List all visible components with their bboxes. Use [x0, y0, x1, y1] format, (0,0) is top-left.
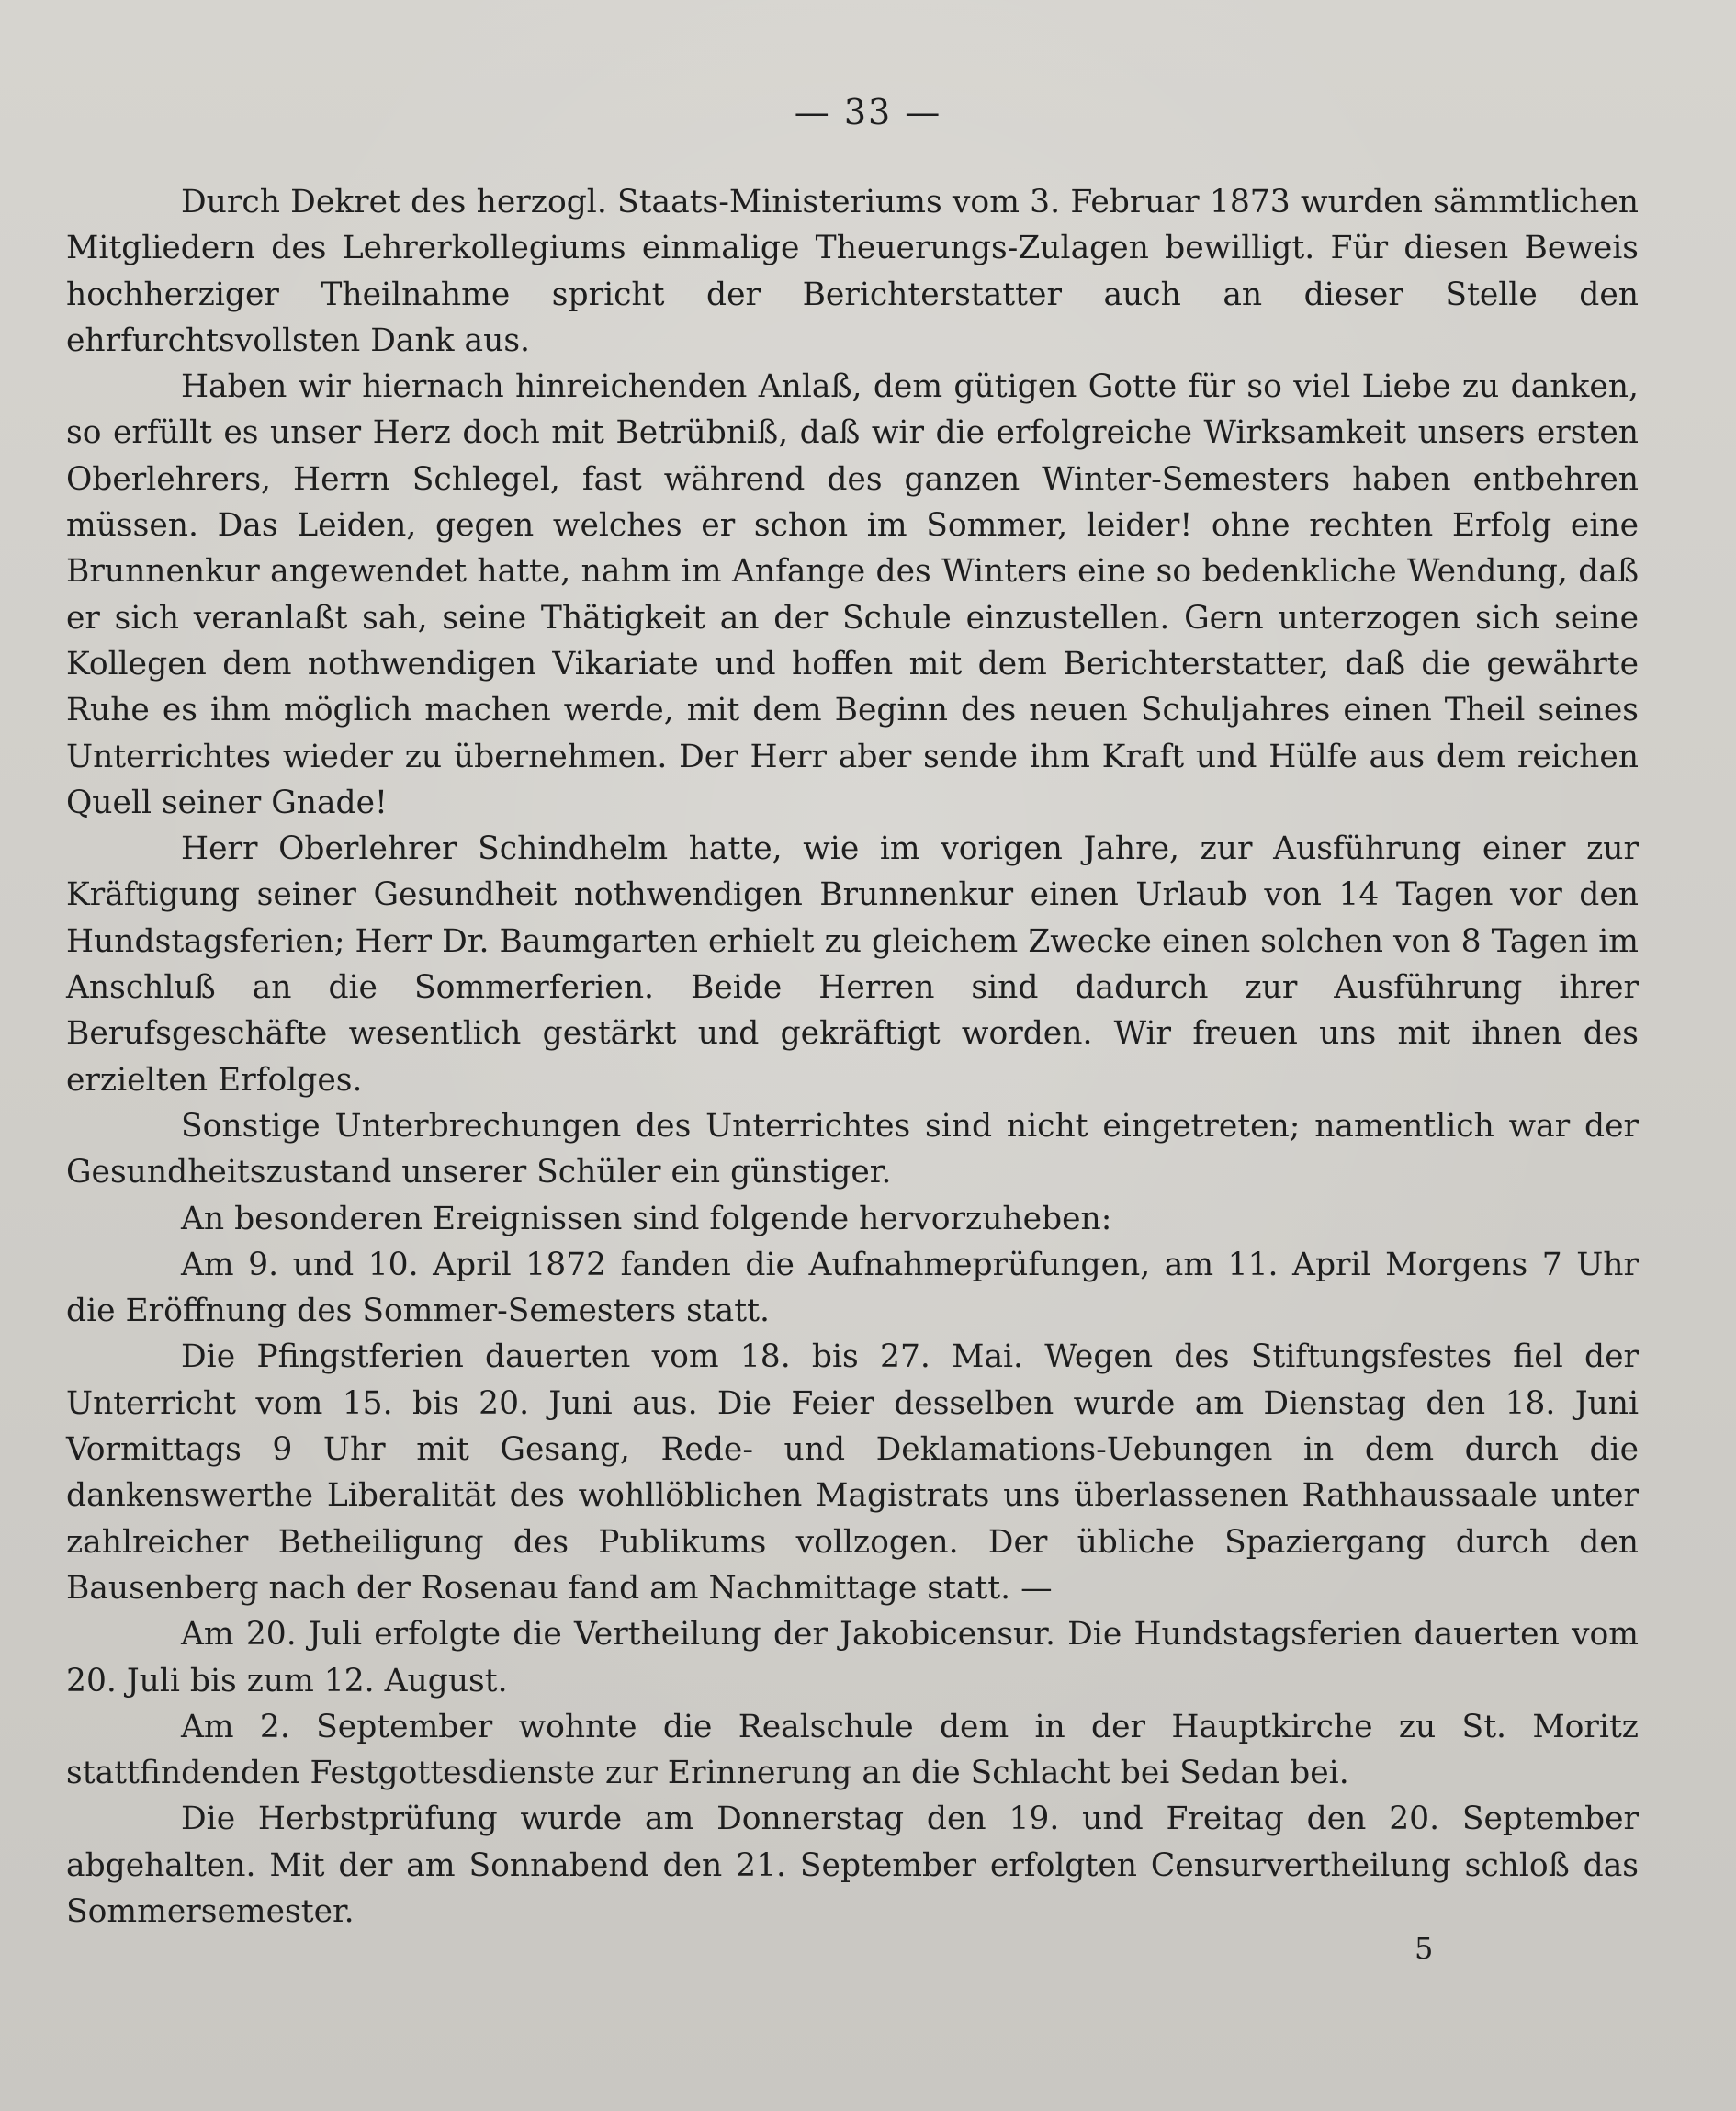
paragraph: Am 2. September wohnte die Realschule dem in der Hauptkirche zu St. Moritz stattfindenden Festgottesdienste zur Erinnerung an die Schlacht bei Sedan bei. — [66, 1708, 1639, 1792]
body-text — [66, 179, 1639, 1935]
signature-mark: 5 — [1415, 1931, 1434, 1966]
paragraph: Die Pfingstferien dauerten vom 18. bis 27. Mai. Wegen des Stiftungsfestes fiel der Unterricht vom 15. bis 20. Juni aus. Die Feier desselben wurde am Dienstag den 18. Juni Vormittags 9 Uhr mit Gesang, Rede- und Deklamations-Uebungen in dem durch die dankenswerthe Liberalität des wohllöblichen Magistrats uns überlassenen Rathhaussaale unter zahlreicher Betheiligung des Publikums vollzogen. Der übliche Spaziergang durch den Bausenberg nach der Rosenau fand am Nachmittage statt. — — [66, 1338, 1639, 1607]
page-number-header: — 33 — — [794, 92, 942, 132]
paragraph: An besonderen Ereignissen sind folgende hervorzuheben: — [181, 1200, 1112, 1237]
paragraph: Haben wir hiernach hinreichenden Anlaß, dem gütigen Gotte für so viel Liebe zu danken, so erfüllt es unser Herz doch mit Betrübniß, daß wir die erfolgreiche Wirksamkeit unsers ersten Oberlehrers, Herrn Schlegel, fast während des ganzen Winter-Semesters haben entbehren müssen. Das Leiden, gegen welches er schon im Sommer, leider! ohne rechten Erfolg eine Brunnenkur angewendet hatte, nahm im Anfange des Winters eine so bedenkliche Wendung, daß er sich veranlaßt sah, seine Thätigkeit an der Schule einzustellen. Gern unterzogen sich seine Kollegen dem nothwendigen Vikariate und hoffen mit dem Berichterstatter, daß die gewährte Ruhe es ihm möglich machen werde, mit dem Beginn des neuen Schuljahres einen Theil seines Unterrichtes wieder zu übernehmen. Der Herr aber sende ihm Kraft und Hülfe aus dem reichen Quell seiner Gnade! — [66, 368, 1639, 821]
paragraph: Am 9. und 10. April 1872 fanden die Aufnahmeprüfungen, am 11. April Morgens 7 Uhr die Eröffnung des Sommer-Semesters statt. — [66, 1246, 1639, 1330]
paragraph: Durch Dekret des herzogl. Staats-Ministeriums vom 3. Februar 1873 wurden sämmtlichen Mitgliedern des Lehrerkollegiums einmalige Theuerungs-Zulagen bewilligt. Für diesen Beweis hochherziger Theilnahme spricht der Berichterstatter auch an dieser Stelle den ehrfurchtsvollsten Dank aus. — [66, 184, 1639, 359]
paragraph: Am 20. Juli erfolgte die Vertheilung der Jakobicensur. Die Hundstagsferien dauerten vom 20. Juli bis zum 12. August. — [66, 1616, 1639, 1699]
paragraph: Die Herbstprüfung wurde am Donnerstag den 19. und Freitag den 20. September abgehalten. Mit der am Sonnabend den 21. September erfolgten Censurvertheilung schloß das Sommersemester. — [66, 1801, 1639, 1930]
paragraph: Herr Oberlehrer Schindhelm hatte, wie im vorigen Jahre, zur Ausführung einer zur Kräftigung seiner Gesundheit nothwendigen Brunnenkur einen Urlaub von 14 Tagen vor den Hundstagsferien; Herr Dr. Baumgarten erhielt zu gleichem Zwecke einen solchen von 8 Tagen im Anschluß an die Sommerferien. Beide Herren sind dadurch zur Ausführung ihrer Berufsgeschäfte wesentlich gestärkt und gekräftigt worden. Wir freuen uns mit ihnen des erzielten Erfolges. — [66, 830, 1639, 1099]
paragraph: Sonstige Unterbrechungen des Unterrichtes sind nicht eingetreten; namentlich war der Gesundheitszustand unserer Schüler ein günstiger. — [66, 1107, 1639, 1191]
